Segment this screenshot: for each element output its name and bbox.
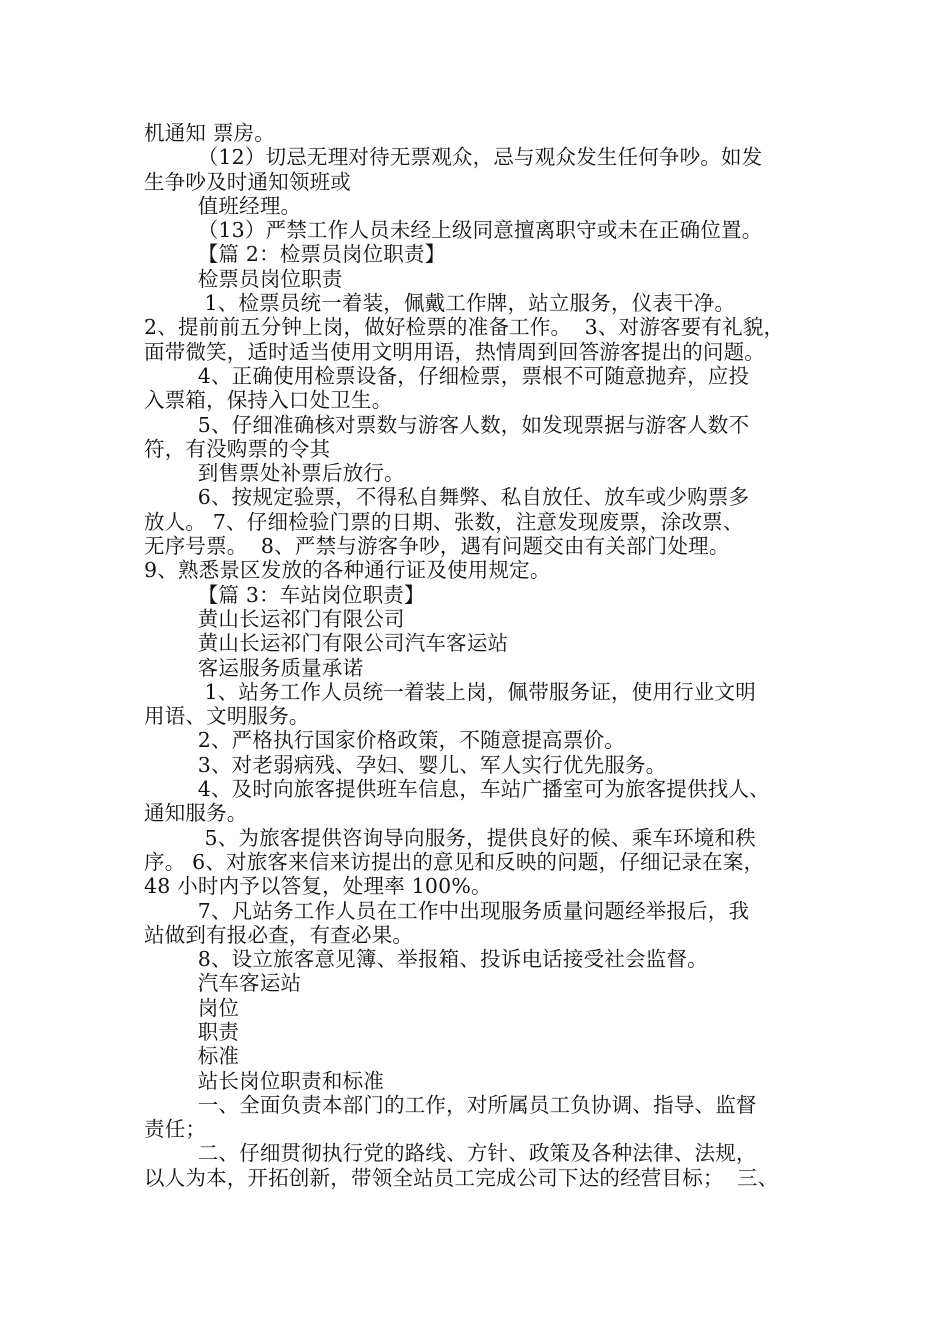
text-line: 1、站务工作人员统一着装上岗，佩带服务证，使用行业文明 bbox=[144, 679, 756, 704]
text-line: 4、正确使用检票设备，仔细检票，票根不可随意抛弃，应投 bbox=[144, 363, 750, 388]
section-heading: 【篇 2：检票员岗位职责】 bbox=[144, 242, 446, 267]
section-title: 客运服务质量承诺 bbox=[144, 655, 364, 680]
text-line: 汽车客运站 bbox=[144, 971, 302, 996]
text-line: 用语、文明服务。 bbox=[144, 704, 310, 729]
text-line: 以人为本，开拓创新，带领全站员工完成公司下达的经营目标； 三、 bbox=[144, 1165, 779, 1190]
section-title: 站长岗位职责和标准 bbox=[144, 1068, 385, 1093]
text-line: 9、熟悉景区发放的各种通行证及使用规定。 bbox=[144, 558, 551, 583]
station-name: 黄山长运祁门有限公司汽车客运站 bbox=[144, 631, 509, 656]
text-line: 入票箱，保持入口处卫生。 bbox=[144, 388, 393, 413]
text-line: 4、及时向旅客提供班车信息，车站广播室可为旅客提供找人、 bbox=[144, 777, 770, 802]
text-line: 值班经理。 bbox=[144, 193, 302, 218]
text-line: 放人。 7、仔细检验门票的日期、张数，注意发现废票，涂改票、 bbox=[144, 509, 744, 534]
text-line: （12）切忌无理对待无票观众，忌与观众发生任何争吵。如发 bbox=[144, 145, 763, 170]
company-name: 黄山长运祁门有限公司 bbox=[144, 606, 405, 631]
text-line: 责任； bbox=[144, 1117, 207, 1142]
text-line: 一、全面负责本部门的工作，对所属员工负协调、指导、监督 bbox=[144, 1092, 757, 1117]
text-line: 6、按规定验票，不得私自舞弊、私自放任、放车或少购票多 bbox=[144, 485, 750, 510]
text-line: 岗位 bbox=[144, 995, 240, 1020]
text-line: 48 小时内予以答复，处理率 100%。 bbox=[144, 874, 492, 899]
section-heading: 【篇 3：车站岗位职责】 bbox=[144, 582, 425, 607]
text-line: 二、仔细贯彻执行党的路线、方针、政策及各种法律、法规， bbox=[144, 1141, 757, 1166]
text-line: 生争吵及时通知领班或 bbox=[144, 169, 351, 194]
text-line: 面带微笑，适时适当使用文明用语，热情周到回答游客提出的问题。 bbox=[144, 339, 765, 364]
text-line: 7、凡站务工作人员在工作中出现服务质量问题经举报后，我 bbox=[144, 898, 750, 923]
text-line: 8、设立旅客意见簿、举报箱、投诉电话接受社会监督。 bbox=[144, 947, 708, 972]
text-line: 通知服务。 bbox=[144, 801, 248, 826]
text-line: 序。 6、对旅客来信来访提出的意见和反映的问题，仔细记录在案， bbox=[144, 849, 765, 874]
text-line: 2、严格执行国家价格政策，不随意提高票价。 bbox=[144, 728, 625, 753]
text-line: 无序号票。 8、严禁与游客争吵，遇有问题交由有关部门处理。 bbox=[144, 534, 730, 559]
text-line: 2、提前前五分钟上岗，做好检票的准备工作。 3、对游客要有礼貌， bbox=[144, 315, 785, 340]
text-line: 到售票处补票后放行。 bbox=[144, 461, 405, 486]
text-line: 机通知 票房。 bbox=[144, 121, 275, 145]
text-line: 职责 bbox=[144, 1019, 240, 1044]
section-title: 检票员岗位职责 bbox=[144, 266, 343, 291]
text-line: 3、对老弱病残、孕妇、婴儿、军人实行优先服务。 bbox=[144, 752, 667, 777]
text-line: 5、仔细准确核对票数与游客人数，如发现票据与游客人数不 bbox=[144, 412, 750, 437]
text-line: 符，有没购票的令其 bbox=[144, 436, 331, 461]
text-line: 5、为旅客提供咨询导向服务，提供良好的候、乘车环境和秩 bbox=[144, 825, 756, 850]
text-line: 1、检票员统一着装，佩戴工作牌，站立服务，仪表干净。 bbox=[144, 291, 736, 316]
text-line: （13）严禁工作人员未经上级同意擅离职守或未在正确位置。 bbox=[144, 218, 763, 243]
text-line: 站做到有报必查，有查必果。 bbox=[144, 922, 414, 947]
document-body bbox=[144, 121, 826, 1190]
text-line: 标准 bbox=[144, 1044, 240, 1069]
